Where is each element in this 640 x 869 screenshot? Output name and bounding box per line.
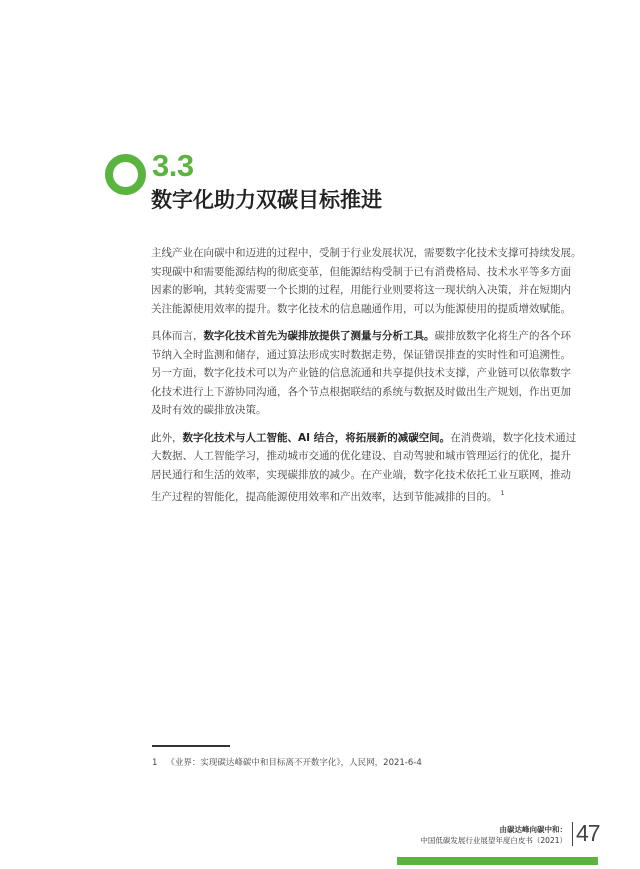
text-segment: 关注能源使用效率的提升。数字化技术的信息融通作用，可以为能源使用的提质增效赋能。: [151, 302, 571, 315]
paragraph: [151, 327, 571, 420]
footnote-ref: 1: [500, 489, 505, 497]
text-segment: 主线产业在向碳中和迈进的过程中，受制于行业发展状况，需要数字化技术支撑可持续发展。: [151, 247, 582, 259]
text-line: [151, 244, 582, 263]
footnote-rule: [152, 745, 230, 747]
page-number: 47: [576, 820, 600, 846]
text-line: [151, 263, 571, 282]
text-line: [151, 429, 577, 448]
section-title: 数字化助力双碳目标推进: [151, 188, 382, 212]
footnote-number: 1: [152, 758, 158, 768]
text-segment: 碳排放数字化将生产的各个环: [434, 330, 571, 342]
footer-accent-bar: [397, 857, 598, 865]
text-segment: 化技术进行上下游协同沟通，各个节点根据联结的系统与数据及时做出生产规划，作出更加: [151, 385, 571, 398]
text-line: [151, 300, 571, 319]
text-line: [151, 401, 561, 420]
text-line: [151, 346, 571, 365]
text-segment: 在消费端，数字化技术通过: [450, 431, 577, 444]
footer-separator: [572, 822, 573, 846]
text-segment: 节纳入全时监测和储存，通过算法形成实时数据走势，保证错误排查的实时性和可追溯性。: [151, 348, 571, 361]
section-ring-icon: [105, 154, 146, 195]
text-segment: 因素的影响，其转变需要一个长期的过程，用能行业则要将这一现状纳入决策，并在短期内: [151, 284, 571, 296]
text-segment: 另一方面，数字化技术可以为产业链的信息流通和共享提供技术支撑，产业链可以依靠数字: [151, 367, 571, 379]
section-number: 3.3: [152, 148, 194, 183]
text-segment: 大数据、人工智能学习，推动城市交通的优化建设、自动驾驶和城市管理运行的优化，提升: [151, 450, 571, 462]
footnote-text: 《业界：实现碳达峰碳中和目标离不开数字化》，人民网，2021-6-4: [166, 758, 422, 768]
body-text: [151, 244, 582, 516]
footer-subtitle: 中国低碳发展行业展望年度白皮书（2021）: [420, 836, 567, 845]
text-segment: 此外，: [151, 431, 183, 444]
footnote: [152, 756, 422, 768]
text-line: [151, 447, 571, 466]
text-line: [151, 383, 571, 402]
text-line: [151, 364, 571, 383]
text-line: [151, 327, 571, 346]
paragraph: [151, 429, 577, 507]
text-line: [151, 466, 571, 485]
text-line: [151, 281, 571, 300]
bold-text: 数字化技术与人工智能、AI 结合，将拓展新的减碳空间。: [182, 431, 451, 444]
text-line: [151, 484, 561, 507]
text-segment: 实现碳中和需要能源结构的彻底变革，但能源结构受制于已有消费格局、技术水平等多方面: [151, 265, 571, 278]
text-segment: 居民通行和生活的效率，实现碳排放的减少。在产业端，数字化技术依托工业互联网，推动: [151, 468, 571, 481]
text-segment: 及时有效的碳排放决策。: [151, 404, 267, 416]
text-segment: 生产过程的智能化，提高能源使用效率和产出效率，达到节能减排的目的。: [151, 491, 498, 503]
paragraph: [151, 244, 582, 318]
bold-text: 数字化技术首先为碳排放提供了测量与分析工具。: [203, 330, 435, 342]
footer-title: 由碳达峰向碳中和：: [499, 825, 567, 834]
text-segment: 具体而言，: [151, 330, 204, 342]
